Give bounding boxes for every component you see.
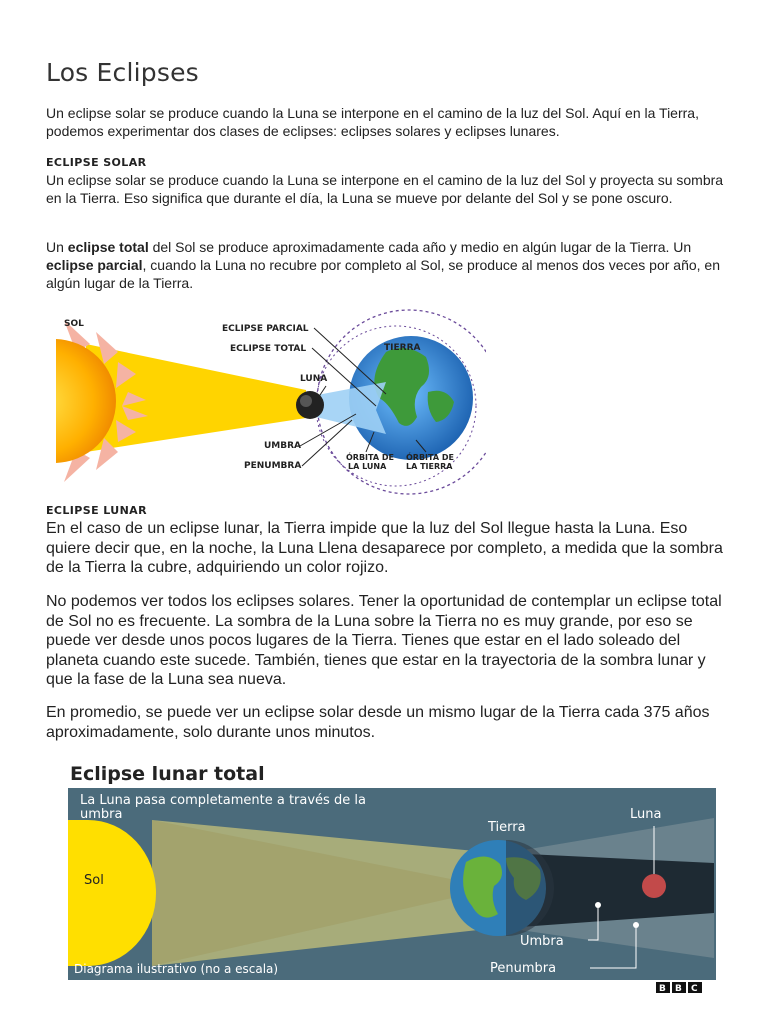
solar-eclipse-diagram xyxy=(56,302,486,498)
label-tierra: Tierra xyxy=(488,820,526,835)
label-orbita-luna-2: LA LUNA xyxy=(348,462,387,471)
label-umbra: UMBRA xyxy=(264,441,302,451)
lunar-paragraph-1: En el caso de un eclipse lunar, la Tierra impide que la luz del Sol llegue hasta la Luna. Eso quiere decir que, en la noche, la Luna Llena desaparece por completo, a medida que la sombra de la Tierra la cubre, adquiriendo un color rojizo. xyxy=(46,520,723,576)
label-luna: LUNA xyxy=(300,374,328,384)
bold-total-eclipse: eclipse total xyxy=(67,239,149,255)
lunar-paragraph-3: En promedio, se puede ver un eclipse solar desde un mismo lugar de la Tierra cada 375 años aproximadamente, solo durante unos minutos. xyxy=(46,704,710,741)
intro-paragraph: Un eclipse solar se produce cuando la Luna se interpone en el camino de la luz del Sol. Aquí en la Tierra, podemos experimentar dos clases de eclipses: eclipses solares y eclipses lunares. xyxy=(46,105,699,139)
label-penumbra: PENUMBRA xyxy=(244,461,302,471)
solar-eclipse-heading: ECLIPSE SOLAR xyxy=(46,156,147,169)
page-title: Los Eclipses xyxy=(46,58,199,87)
label-eclipse-parcial: ECLIPSE PARCIAL xyxy=(222,324,309,334)
solar-paragraph-2: Un eclipse total del Sol se produce aproximadamente cada año y medio en algún lugar de la Tierra. Un eclipse parcial, cuando la Luna no recubre por completo al Sol, se produce al menos dos veces por año, en algún lugar de la Tierra. xyxy=(46,239,720,291)
lunar-eclipse-diagram xyxy=(66,758,716,994)
moon xyxy=(642,874,666,898)
svg-text:C: C xyxy=(691,984,698,994)
label-orbita-tierra-2: LA TIERRA xyxy=(406,462,453,471)
lunar-diagram-subtitle-2: umbra xyxy=(80,807,123,822)
diagram-note: Diagrama ilustrativo (no a escala) xyxy=(74,962,279,976)
label-orbita-luna-1: ÓRBITA DE xyxy=(346,453,394,462)
svg-text:B: B xyxy=(659,984,666,994)
label-tierra: TIERRA xyxy=(384,343,421,353)
label-umbra: Umbra xyxy=(520,934,564,949)
label-sol: SOL xyxy=(64,319,84,329)
lunar-eclipse-heading: ECLIPSE LUNAR xyxy=(46,504,147,517)
label-orbita-tierra-1: ÓRBITA DE xyxy=(406,453,454,462)
solar-paragraph-1: Un eclipse solar se produce cuando la Luna se interpone en el camino de la luz del Sol y proyecta su sombra en la Tierra. Eso significa que durante el día, la Luna se mueve por delante del Sol y se pone oscuro. xyxy=(46,172,724,206)
bold-partial-eclipse: eclipse parcial xyxy=(46,257,143,273)
label-eclipse-total: ECLIPSE TOTAL xyxy=(230,344,307,354)
label-luna: Luna xyxy=(630,807,662,822)
svg-text:B: B xyxy=(675,984,682,994)
lunar-diagram-subtitle-1: La Luna pasa completamente a través de la xyxy=(80,793,366,808)
label-penumbra: Penumbra xyxy=(490,961,557,976)
bbc-logo xyxy=(656,982,702,994)
label-sol: Sol xyxy=(84,873,104,888)
lunar-diagram-title: Eclipse lunar total xyxy=(70,763,265,785)
lunar-paragraph-2: No podemos ver todos los eclipses solares. Tener la oportunidad de contemplar un eclipse total de Sol no es frecuente. La sombra de la Luna sobre la Tierra no es muy grande, por eso se puede ver desde unos pocos lugares de la Tierra. Tienes que estar en el lado soleado del planeta cuando este sucede. También, tienes que estar en la trayectoria de la sombra lunar y que la fase de la Luna sea nueva. xyxy=(46,593,722,688)
